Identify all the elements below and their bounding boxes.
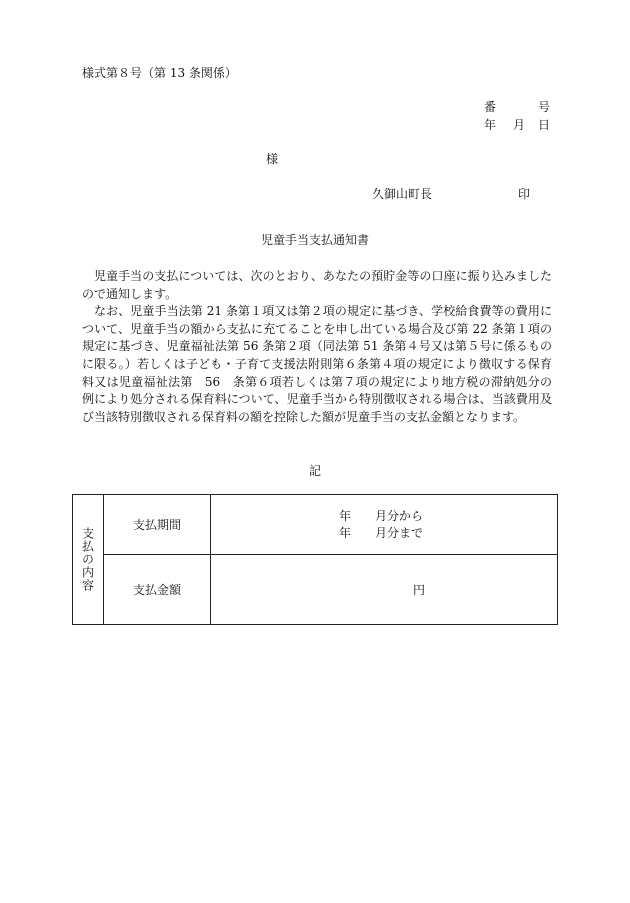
ki-heading: 記 xyxy=(308,464,321,478)
amount-label: 支払金額 xyxy=(104,555,211,625)
date-month: 月 xyxy=(513,118,526,132)
notice-paragraph: なお、児童手当法第 21 条第１項又は第２項の規定に基づき、学校給食費等の費用について、児童手当の額から支払に充てることを申し出ている場合及び第 22 条第１項の規定に基づき、児童福祉法第 56 条第２項（同法第 51 条第４号又は第５号に係るものに限る。）若しくは子ども・子育て支援法附則第６条第４項の規定により徴収する保育料又は児童福祉法第 56 条第６項若しくは第７項の規定により地方税の滞納処分の例により処分される保育料について、児童手当から特別徴収される場合は、当該費用及び当該特別徴収される保育料の額を控除した額が児童手当の支払金額となります。 xyxy=(82,304,552,424)
period-value xyxy=(211,495,558,555)
date-day: 日 xyxy=(537,118,550,132)
notice-paragraph: 児童手当の支払については、次のとおり、あなたの預貯金等の口座に振り込みましたので通知します。 xyxy=(82,269,552,301)
period-label: 支払期間 xyxy=(104,495,211,555)
form-identifier: 様式第８号（第 13 条関係） xyxy=(82,66,237,80)
issuer-name: 久御山町長 xyxy=(372,187,433,201)
number-label-go: 号 xyxy=(537,100,550,114)
payment-content-header: 支払の内容 xyxy=(73,495,104,625)
document-title: 児童手当支払通知書 xyxy=(260,233,369,247)
period-to: 年 月分まで xyxy=(339,525,424,540)
addressee-suffix: 様 xyxy=(266,152,279,166)
period-from: 年 月分から xyxy=(339,508,424,523)
payment-table xyxy=(72,494,558,625)
notice-body xyxy=(82,268,552,426)
number-label-ban: 番 xyxy=(484,100,497,114)
seal-mark: 印 xyxy=(518,187,531,201)
date-year: 年 xyxy=(484,118,497,132)
amount-value: 円 xyxy=(211,555,558,625)
